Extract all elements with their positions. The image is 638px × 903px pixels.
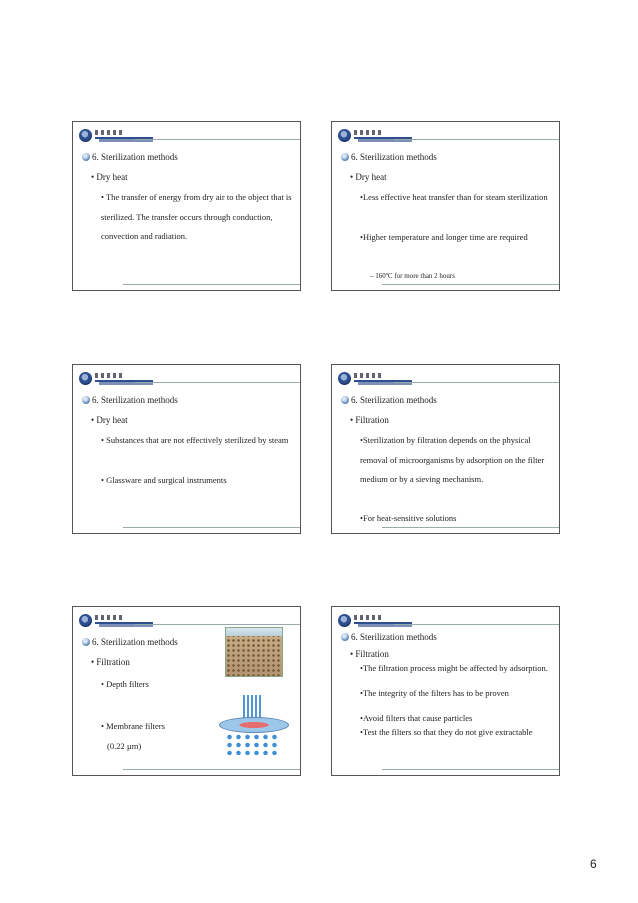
footer-rule [382,527,559,528]
bullet-level-2: •For heat-sensitive solutions [360,513,457,523]
footer-rule [123,284,300,285]
header-rule [394,139,559,140]
slide-title: 6. Sterilization methods [341,152,437,162]
bullet-level-1: • Dry heat [91,415,128,425]
bullet-level-2: •Avoid filters that cause particles [360,713,473,723]
bullet-level-2: • Substances that are not effectively sterilized by steam [101,435,289,445]
bullet-level-1: • Dry heat [91,172,128,182]
university-logo [79,372,154,386]
university-logo [79,129,154,143]
university-logo [338,129,413,143]
bullet-orb-icon [82,638,90,646]
header-rule [135,382,300,383]
slide-2 [331,121,560,291]
bullet-level-1: • Filtration [350,415,389,425]
bullet-level-2: •Sterilization by filtration depends on the physical removal of microorganisms by adsorption on the filter medium or by a sieving mechanism. [360,435,545,484]
slide-title: 6. Sterilization methods [82,152,178,162]
bullet-level-1: • Filtration [91,657,130,667]
bullet-level-1: • Filtration [350,649,389,659]
bullet-orb-icon [82,396,90,404]
depth-filter-image [225,627,283,677]
slide-6 [331,606,560,776]
page-number: 6 [590,857,597,871]
footer-rule [123,527,300,528]
header-rule [394,382,559,383]
bullet-level-2: • Glassware and surgical instruments [101,475,227,485]
bullet-orb-icon [341,153,349,161]
footer-rule [382,769,559,770]
footer-rule [382,284,559,285]
slide-5 [72,606,301,776]
university-logo [338,372,413,386]
slide-1 [72,121,301,291]
slide-3 [72,364,301,534]
university-logo [79,614,154,628]
header-rule [135,624,300,625]
bullet-level-2: •Less effective heat transfer than for steam sterilization [360,192,548,202]
bullet-orb-icon [341,633,349,641]
bullet-orb-icon [82,153,90,161]
bullet-level-2: •Test the filters so that they do not give extractable [360,727,533,737]
slide-title: 6. Sterilization methods [82,637,178,647]
slide-title: 6. Sterilization methods [341,395,437,405]
slide-4 [331,364,560,534]
header-rule [135,139,300,140]
bullet-level-3: – 160ºC for more than 2 hours [370,272,455,280]
university-logo [338,614,413,628]
bullet-level-2: •Higher temperature and longer time are required [360,232,528,242]
slide-title: 6. Sterilization methods [341,632,437,642]
bullet-level-2: • The transfer of energy from dry air to the object that is sterilized. The transfer occurs through conduction, convection and radiation. [101,192,292,241]
bullet-level-2: •The filtration process might be affected by adsorption. [360,663,548,673]
footer-rule [123,769,300,770]
bullet-orb-icon [341,396,349,404]
bullet-level-2: •The integrity of the filters has to be proven [360,688,509,698]
membrane-filter-image [217,695,289,757]
bullet-level-2: • Depth filters [101,679,149,689]
slide-title: 6. Sterilization methods [82,395,178,405]
bullet-level-2: • Membrane filters [101,721,165,731]
bullet-level-1: • Dry heat [350,172,387,182]
header-rule [394,624,559,625]
bullet-level-2-continued: (0.22 µm) [107,741,142,751]
